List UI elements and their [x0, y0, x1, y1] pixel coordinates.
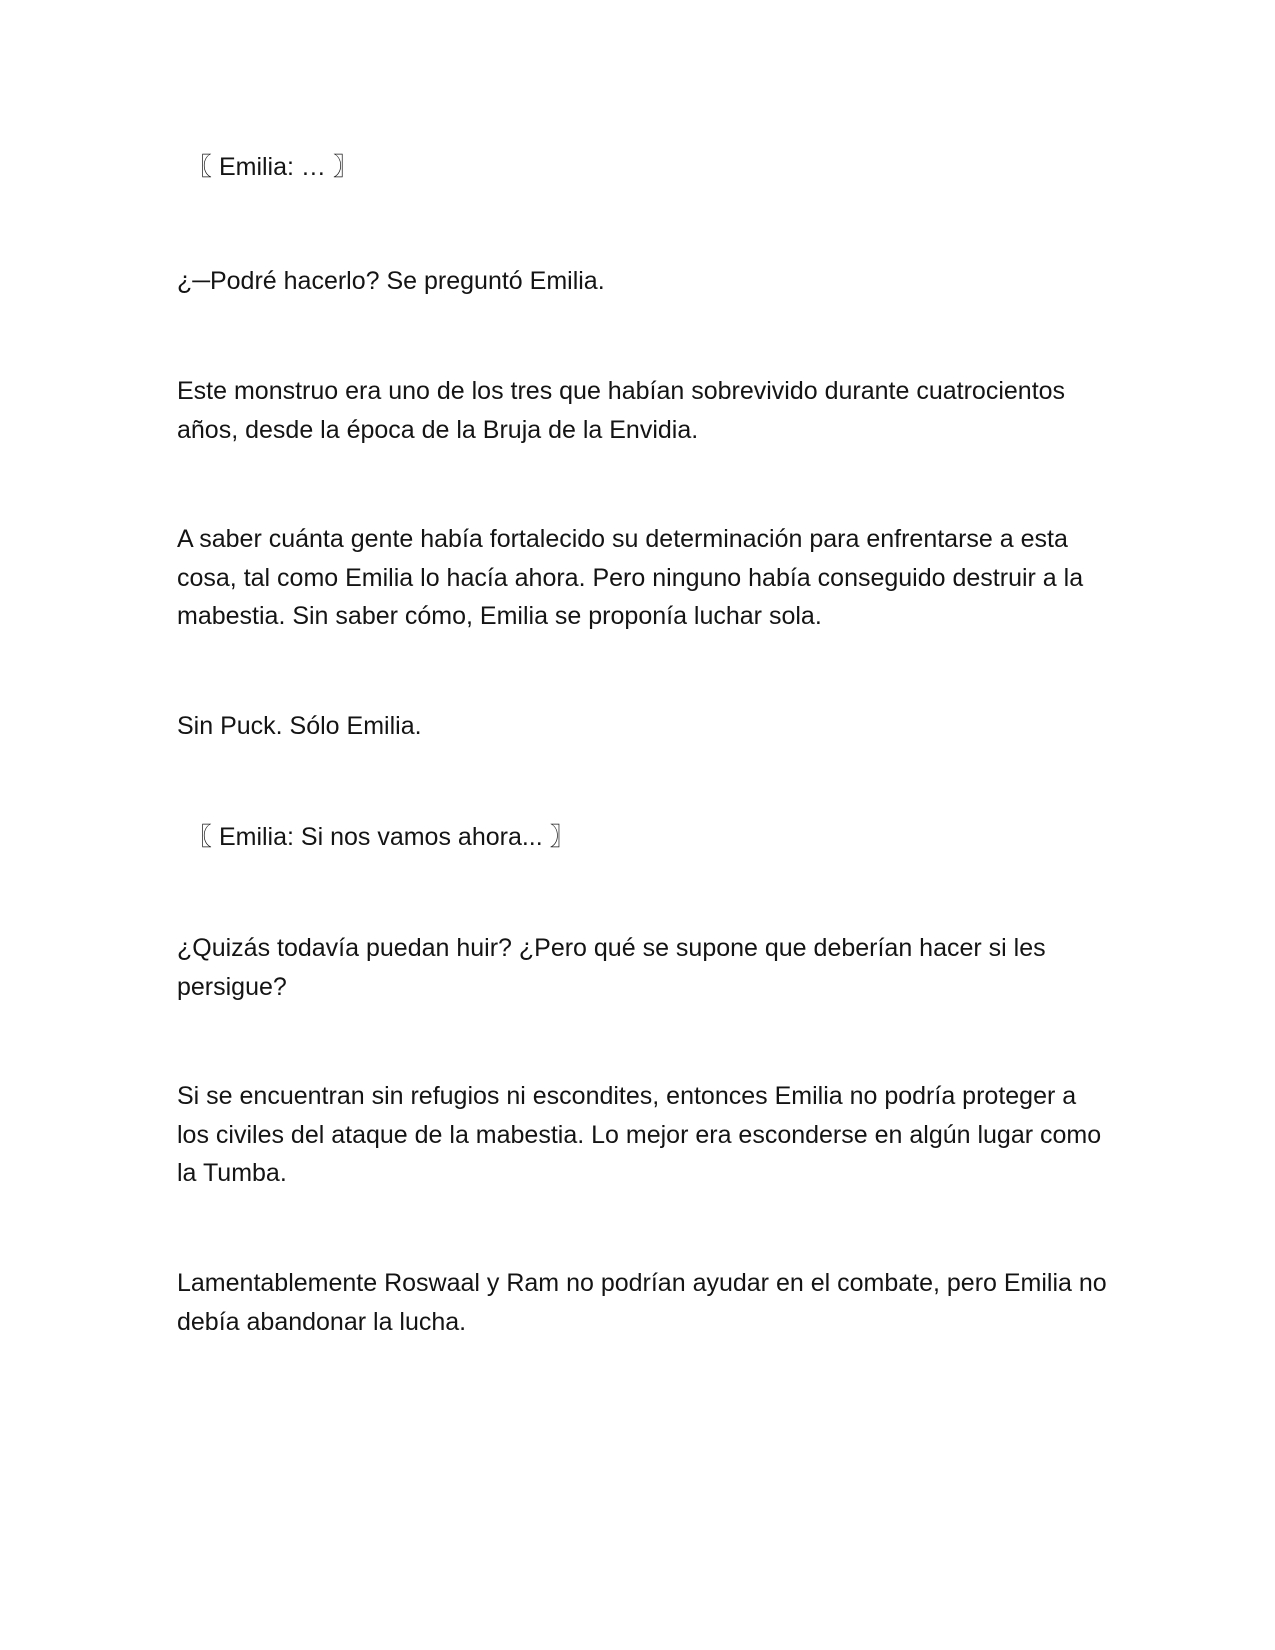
dialogue-line-emilia: 〖 Emilia: … 〗 [187, 153, 358, 181]
paragraph: Este monstruo era uno de los tres que habían sobrevivido durante cuatrocientos años, desde la época de la Bruja de la Envidia. [177, 377, 1066, 444]
dialogue-line-emilia: 〖 Emilia: Si nos vamos ahora... 〗 [187, 823, 575, 851]
paragraph: Lamentablemente Roswaal y Ram no podrían ayudar en el combate, pero Emilia no debía abandonar la lucha. [177, 1269, 1107, 1336]
paragraph: Si se encuentran sin refugios ni escondites, entonces Emilia no podría proteger a los civiles del ataque de la mabestia. Lo mejor era esconderse en algún lugar como la Tumba. [177, 1082, 1102, 1187]
paragraph: ¿Quizás todavía puedan huir? ¿Pero qué se supone que deberían hacer si les persigue? [177, 934, 1046, 1001]
paragraph: A saber cuánta gente había fortalecido su determinación para enfrentarse a esta cosa, tal como Emilia lo hacía ahora. Pero ninguno había conseguido destruir a la mabestia. Sin saber cómo, Emilia se proponía luchar sola. [177, 525, 1084, 630]
paragraph: Sin Puck. Sólo Emilia. [177, 712, 422, 740]
paragraph: ¿─Podré hacerlo? Se preguntó Emilia. [177, 267, 605, 295]
